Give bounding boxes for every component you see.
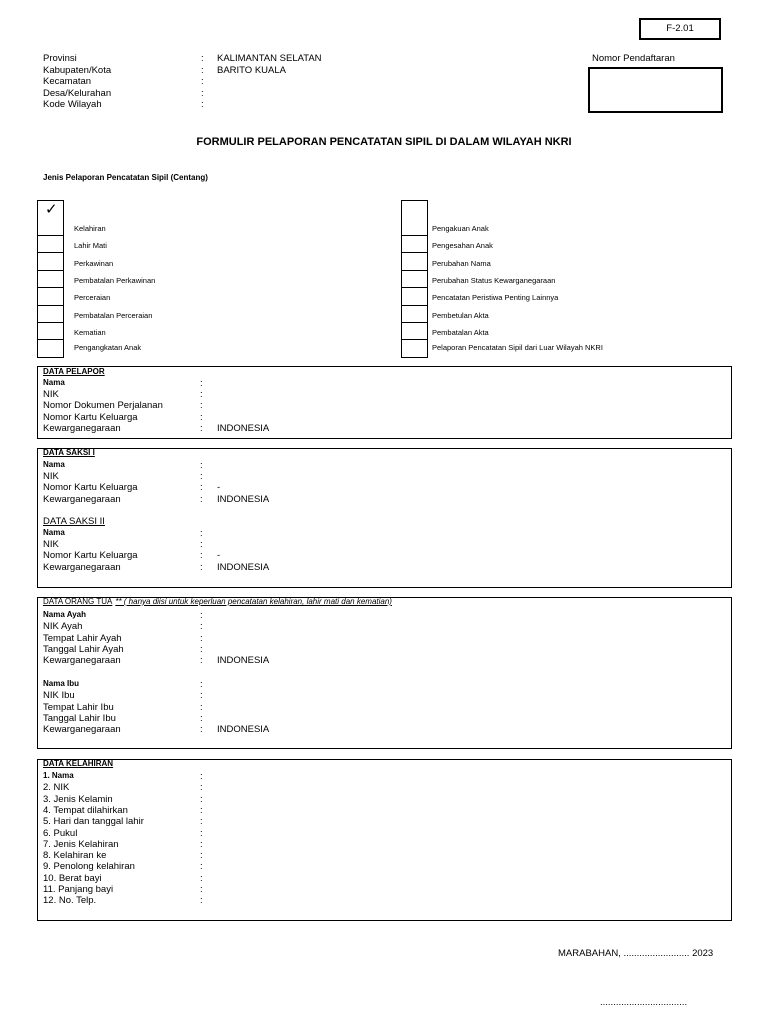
checkbox-label: Perkawinan: [74, 259, 114, 268]
field-label: Nomor Kartu Keluarga: [43, 482, 138, 494]
checkbox-label: Pencatatan Peristiwa Penting Lainnya: [432, 293, 559, 302]
header-colon: :: [201, 64, 204, 76]
field-label: 5. Hari dan tanggal lahir: [43, 816, 144, 828]
field-colon: :: [200, 872, 203, 884]
field-label: Nomor Kartu Keluarga: [43, 550, 138, 562]
field-label: NIK: [43, 389, 59, 401]
field-colon: :: [200, 400, 203, 412]
section-orang-tua: [37, 597, 732, 749]
header-colon: :: [201, 76, 204, 87]
field-colon: :: [200, 411, 203, 423]
field-colon: :: [200, 422, 203, 434]
orang-tua-note: ** ( hanya diisi untuk keperluan pencatatan kelahiran, lahir mati dan kematian): [115, 597, 392, 606]
checkbox-label: Pembatalan Perceraian: [74, 311, 153, 320]
field-label: 10. Berat bayi: [43, 872, 102, 884]
signature-line: .................................: [600, 997, 688, 1008]
field-label: Nama Ayah: [43, 610, 86, 619]
field-label: NIK: [43, 471, 59, 483]
field-label: Nama: [43, 528, 65, 537]
checkbox-label: Lahir Mati: [74, 241, 107, 250]
field-colon: :: [200, 895, 203, 907]
field-colon: :: [200, 827, 203, 839]
checkbox-right-0[interactable]: [401, 200, 428, 236]
field-colon: :: [200, 643, 203, 655]
header-value: BARITO KUALA: [217, 64, 286, 76]
checkbox-right-7[interactable]: [401, 339, 428, 358]
field-colon: :: [200, 724, 203, 736]
checkbox-label: Pembetulan Akta: [432, 311, 489, 320]
check-icon: ✓: [45, 200, 58, 218]
field-colon: :: [200, 561, 203, 573]
section-title-pelapor: DATA PELAPOR: [43, 367, 105, 376]
checkbox-left-6[interactable]: [37, 322, 64, 340]
field-colon: :: [200, 482, 203, 494]
registration-number-box[interactable]: [588, 67, 723, 113]
field-colon: :: [200, 550, 203, 562]
registration-label: Nomor Pendaftaran: [592, 53, 675, 64]
report-type-label: Jenis Pelaporan Pencatatan Sipil (Centang): [43, 173, 208, 182]
field-colon: :: [200, 632, 203, 644]
field-label: 7. Jenis Kelahiran: [43, 838, 119, 850]
header-label: Kecamatan: [43, 76, 92, 87]
field-label: Nomor Kartu Keluarga: [43, 411, 138, 423]
field-colon: :: [200, 816, 203, 828]
field-colon: :: [200, 621, 203, 633]
field-label: Tempat Lahir Ayah: [43, 632, 122, 644]
field-value[interactable]: INDONESIA: [217, 724, 270, 736]
field-colon: :: [200, 804, 203, 816]
field-colon: :: [200, 793, 203, 805]
field-label: 2. NIK: [43, 782, 70, 794]
checkbox-right-2[interactable]: [401, 252, 428, 271]
field-label: Nomor Dokumen Perjalanan: [43, 400, 163, 412]
checkbox-left-2[interactable]: [37, 252, 64, 271]
field-colon: :: [200, 850, 203, 862]
field-colon: :: [200, 884, 203, 895]
field-colon: :: [200, 838, 203, 850]
checkbox-left-1[interactable]: [37, 235, 64, 253]
orang-tua-title: DATA ORANG TUA: [43, 597, 113, 606]
field-colon: :: [200, 610, 203, 621]
field-label: Nama: [43, 460, 65, 469]
field-value[interactable]: -: [217, 550, 221, 562]
field-colon: :: [200, 701, 203, 713]
field-colon: :: [200, 460, 203, 471]
checkbox-label: Pengesahan Anak: [432, 241, 493, 250]
form-code: F-2.01: [639, 18, 721, 40]
checkbox-label: Kelahiran: [74, 224, 106, 233]
field-label: 12. No. Telp.: [43, 895, 97, 907]
checkbox-label: Pengangkatan Anak: [74, 343, 142, 352]
checkbox-right-6[interactable]: [401, 322, 428, 340]
section-title-saksi-1: DATA SAKSI I: [43, 448, 95, 457]
field-label: Tanggal Lahir Ibu: [43, 712, 116, 724]
checkbox-label: Kematian: [74, 328, 106, 337]
checkbox-label: Pembatalan Akta: [432, 328, 489, 337]
checkbox-label: Perubahan Status Kewarganegaraan: [432, 276, 556, 285]
field-value[interactable]: INDONESIA: [217, 422, 270, 434]
field-label: 3. Jenis Kelamin: [43, 793, 113, 805]
field-label: Tanggal Lahir Ayah: [43, 643, 124, 655]
field-label: Kewarganegaraan: [43, 493, 121, 505]
checkbox-left-0[interactable]: [37, 200, 64, 236]
header-label: Kode Wilayah: [43, 99, 102, 110]
field-label: Kewarganegaraan: [43, 655, 121, 667]
header-colon: :: [201, 99, 204, 110]
field-label: 9. Penolong kelahiran: [43, 861, 135, 873]
header-value: KALIMANTAN SELATAN: [217, 53, 322, 64]
field-label: Nama: [43, 378, 65, 387]
field-colon: :: [200, 679, 203, 690]
field-label: 6. Pukul: [43, 827, 78, 839]
checkbox-label: Pengakuan Anak: [432, 224, 489, 233]
field-value[interactable]: INDONESIA: [217, 561, 270, 573]
checkbox-left-3[interactable]: [37, 270, 64, 288]
field-label: Kewarganegaraan: [43, 561, 121, 573]
field-label: 4. Tempat dilahirkan: [43, 804, 128, 816]
field-value[interactable]: INDONESIA: [217, 493, 270, 505]
field-colon: :: [200, 712, 203, 724]
checkbox-label: Pelaporan Pencatatan Sipil dari Luar Wilayah NKRI: [432, 343, 603, 352]
checkbox-right-4[interactable]: [401, 287, 428, 306]
section-saksi: [37, 448, 732, 588]
header-colon: :: [201, 87, 204, 99]
field-label: 1. Nama: [43, 771, 74, 780]
checkbox-left-5[interactable]: [37, 305, 64, 323]
field-label: Tempat Lahir Ibu: [43, 701, 114, 713]
checkbox-label: Perubahan Nama: [432, 259, 491, 268]
field-colon: :: [200, 389, 203, 401]
field-value[interactable]: INDONESIA: [217, 655, 270, 667]
header-colon: :: [201, 53, 204, 64]
section-title-orang-tua: [43, 597, 392, 606]
field-label: 8. Kelahiran ke: [43, 850, 107, 862]
checkbox-label: Perceraian: [74, 293, 111, 302]
checkbox-right-3[interactable]: [401, 270, 428, 288]
form-title: FORMULIR PELAPORAN PENCATATAN SIPIL DI DALAM WILAYAH NKRI: [196, 136, 572, 148]
field-label: NIK Ibu: [43, 690, 75, 702]
field-colon: :: [200, 528, 203, 539]
checkbox-left-7[interactable]: [37, 339, 64, 358]
field-label: NIK: [43, 539, 59, 551]
field-label: Kewarganegaraan: [43, 422, 121, 434]
field-label: NIK Ayah: [43, 621, 83, 633]
header-label: Kabupaten/Kota: [43, 64, 112, 76]
field-colon: :: [200, 539, 203, 551]
field-colon: :: [200, 771, 203, 782]
section-kelahiran: [37, 759, 732, 921]
checkbox-left-4[interactable]: [37, 287, 64, 306]
header-label: Desa/Kelurahan: [43, 87, 112, 99]
field-colon: :: [200, 782, 203, 794]
checkbox-right-5[interactable]: [401, 305, 428, 323]
place-date: MARABAHAN, ......................... 2023: [558, 948, 714, 959]
checkbox-label: Pembatalan Perkawinan: [74, 276, 156, 285]
field-colon: :: [200, 493, 203, 505]
section-title-kelahiran: DATA KELAHIRAN: [43, 759, 114, 768]
field-colon: :: [200, 471, 203, 483]
field-colon: :: [200, 655, 203, 667]
field-label: Nama Ibu: [43, 679, 80, 688]
section-title-saksi-2: DATA SAKSI II: [43, 516, 105, 527]
field-value[interactable]: -: [217, 482, 221, 494]
field-colon: :: [200, 690, 203, 702]
field-label: 11. Panjang bayi: [43, 884, 114, 895]
field-colon: :: [200, 861, 203, 873]
checkbox-right-1[interactable]: [401, 235, 428, 253]
field-label: Kewarganegaraan: [43, 724, 121, 736]
field-colon: :: [200, 378, 203, 389]
header-label: Provinsi: [43, 53, 77, 64]
